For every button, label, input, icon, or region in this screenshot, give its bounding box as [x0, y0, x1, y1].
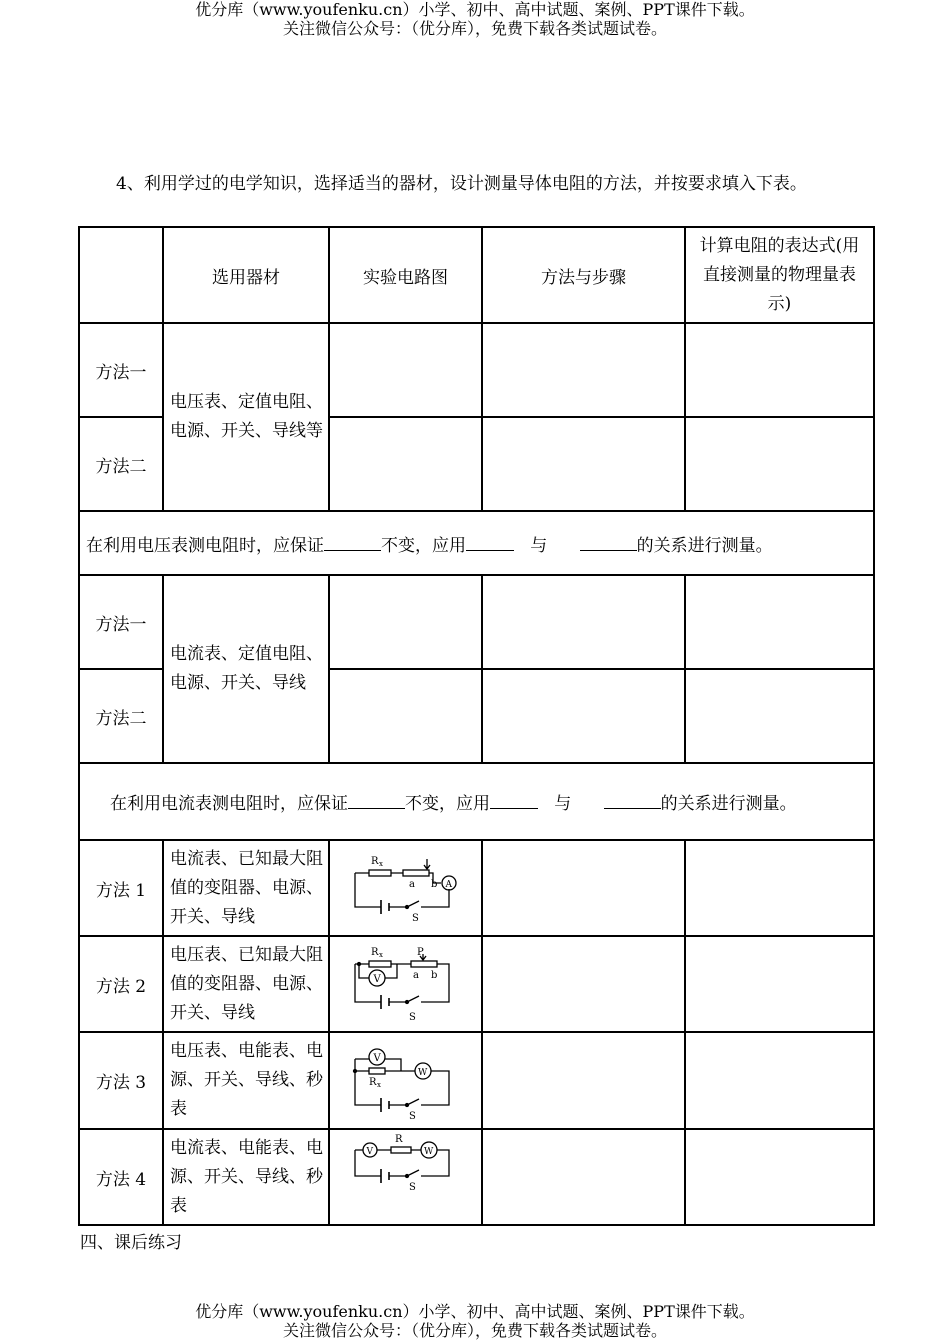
switch-label: S	[408, 1110, 416, 1121]
header-line-2: 关注微信公众号：（优分库），免费下载各类试题试卷。	[282, 19, 667, 38]
steps-cell[interactable]	[482, 669, 685, 763]
voltmeter-letter: V	[373, 974, 381, 985]
slider-arrow	[424, 859, 430, 869]
expression-cell[interactable]	[685, 936, 874, 1032]
table-row	[79, 936, 874, 1032]
method-label: 方法 2	[79, 936, 163, 1032]
resistor-rx	[369, 1068, 385, 1074]
materials-cell: 电压表、电能表、电源、开关、导线、秒表	[163, 1032, 329, 1129]
voltmeter-letter: V	[373, 1052, 381, 1064]
method-label: 方法 1	[79, 840, 163, 936]
method-label: 方法一	[79, 323, 163, 417]
rx-subscript: x	[376, 1080, 381, 1089]
circuit-cell[interactable]	[329, 575, 482, 669]
circuit-cell	[329, 1129, 482, 1225]
question-text: 4、利用学过的电学知识，选择适当的器材，设计测量导体电阻的方法，并按要求填入下表。	[116, 174, 807, 194]
expression-cell[interactable]	[685, 669, 874, 763]
note-text: 与	[530, 535, 548, 556]
fill-blank[interactable]	[348, 792, 405, 809]
battery-symbol	[381, 1169, 389, 1183]
battery-symbol	[381, 1098, 389, 1112]
page-footer	[0, 1302, 950, 1340]
wattmeter-letter: W	[417, 1067, 427, 1078]
resistor-rx	[369, 961, 391, 967]
steps-cell[interactable]	[482, 575, 685, 669]
circuit-diagram-1	[351, 853, 461, 923]
circuit-diagram-3	[351, 1041, 461, 1121]
label-b: b	[430, 879, 437, 890]
rx-label: R	[370, 856, 379, 867]
fill-blank[interactable]	[604, 792, 661, 809]
circuit-cell	[329, 840, 482, 936]
voltmeter-note	[79, 511, 874, 575]
steps-cell[interactable]	[482, 840, 685, 936]
footer-line-2: 关注微信公众号：（优分库），免费下载各类试题试卷。	[282, 1321, 667, 1340]
ammeter-letter: A	[445, 880, 452, 890]
footer-line-1: 优分库（www.youfenku.cn）小学、初中、高中试题、案例、PPT课件下载。	[195, 1302, 755, 1321]
resistor-rx	[369, 870, 391, 876]
switch-label: S	[411, 913, 419, 923]
note-text: 的关系进行测量。	[636, 535, 773, 556]
steps-cell[interactable]	[482, 1032, 685, 1129]
rx-label: R	[368, 1076, 377, 1088]
note-row	[79, 511, 874, 575]
expression-cell[interactable]	[685, 575, 874, 669]
note-text: 在利用电压表测电阻时，应保证	[86, 535, 324, 556]
rheostat	[403, 870, 429, 876]
wattmeter-letter: W	[423, 1147, 433, 1157]
materials-cell: 电流表、电能表、电源、开关、导线、秒表	[163, 1129, 329, 1225]
resistance-method-table	[78, 226, 875, 1226]
note-text: 在利用电流表测电阻时，应保证	[110, 794, 348, 814]
resistor-r	[391, 1147, 411, 1153]
expression-cell[interactable]	[685, 1129, 874, 1225]
fill-blank[interactable]	[580, 534, 637, 551]
note-text: 不变，应用	[381, 535, 466, 556]
label-a: a	[408, 879, 415, 890]
note-text: 不变，应用	[405, 794, 490, 814]
materials-cell: 电流表、已知最大阻值的变阻器、电源、开关、导线	[163, 840, 329, 936]
note-text: 的关系进行测量。	[660, 794, 797, 814]
table-row	[79, 1032, 874, 1129]
battery-symbol	[381, 995, 389, 1009]
header-steps: 方法与步骤	[482, 227, 685, 323]
rx-subscript: x	[378, 951, 383, 959]
table-row	[79, 840, 874, 936]
rx-subscript: x	[378, 860, 383, 868]
materials-cell: 电压表、定值电阻、电源、开关、导线等	[163, 323, 329, 511]
method-label: 方法 4	[79, 1129, 163, 1225]
header-empty-cell	[79, 227, 163, 323]
battery-symbol	[381, 900, 389, 914]
voltmeter-letter: V	[366, 1147, 373, 1157]
steps-cell[interactable]	[482, 1129, 685, 1225]
expression-cell[interactable]	[685, 417, 874, 511]
circuit-cell[interactable]	[329, 417, 482, 511]
page-header	[0, 0, 950, 38]
circuit-cell	[329, 1032, 482, 1129]
circuit-cell[interactable]	[329, 669, 482, 763]
table-row	[79, 1129, 874, 1225]
note-text: 与	[554, 794, 572, 814]
header-line-1: 优分库（www.youfenku.cn）小学、初中、高中试题、案例、PPT课件下载。	[195, 0, 755, 19]
circuit-diagram-4	[351, 1130, 461, 1196]
materials-cell: 电压表、已知最大阻值的变阻器、电源、开关、导线	[163, 936, 329, 1032]
switch-label: S	[408, 1182, 416, 1193]
rheostat	[411, 961, 437, 967]
r-label: R	[394, 1134, 403, 1145]
circuit-diagram-2	[351, 944, 461, 1024]
method-label: 方法二	[79, 669, 163, 763]
ammeter-note	[79, 763, 874, 840]
method-label: 方法 3	[79, 1032, 163, 1129]
header-expression: 计算电阻的表达式(用直接测量的物理量表示)	[685, 227, 874, 323]
steps-cell[interactable]	[482, 323, 685, 417]
header-materials: 选用器材	[163, 227, 329, 323]
switch-label: S	[408, 1012, 416, 1023]
circuit-cell[interactable]	[329, 323, 482, 417]
header-circuit: 实验电路图	[329, 227, 482, 323]
steps-cell[interactable]	[482, 417, 685, 511]
fill-blank[interactable]	[466, 534, 514, 551]
label-a: a	[412, 970, 419, 981]
expression-cell[interactable]	[685, 1032, 874, 1129]
method-label: 方法二	[79, 417, 163, 511]
expression-cell[interactable]	[685, 840, 874, 936]
expression-cell[interactable]	[685, 323, 874, 417]
circuit-cell	[329, 936, 482, 1032]
section-heading: 四、课后练习	[80, 1233, 182, 1253]
header-row	[79, 227, 874, 323]
fill-blank[interactable]	[490, 792, 538, 809]
table-row	[79, 575, 874, 669]
materials-cell: 电流表、定值电阻、电源、开关、导线	[163, 575, 329, 763]
method-label: 方法一	[79, 575, 163, 669]
table-row	[79, 323, 874, 417]
label-b: b	[430, 970, 437, 981]
steps-cell[interactable]	[482, 936, 685, 1032]
slider-label: P	[416, 947, 424, 958]
note-row	[79, 763, 874, 840]
fill-blank[interactable]	[324, 534, 381, 551]
rx-label: R	[370, 947, 379, 958]
